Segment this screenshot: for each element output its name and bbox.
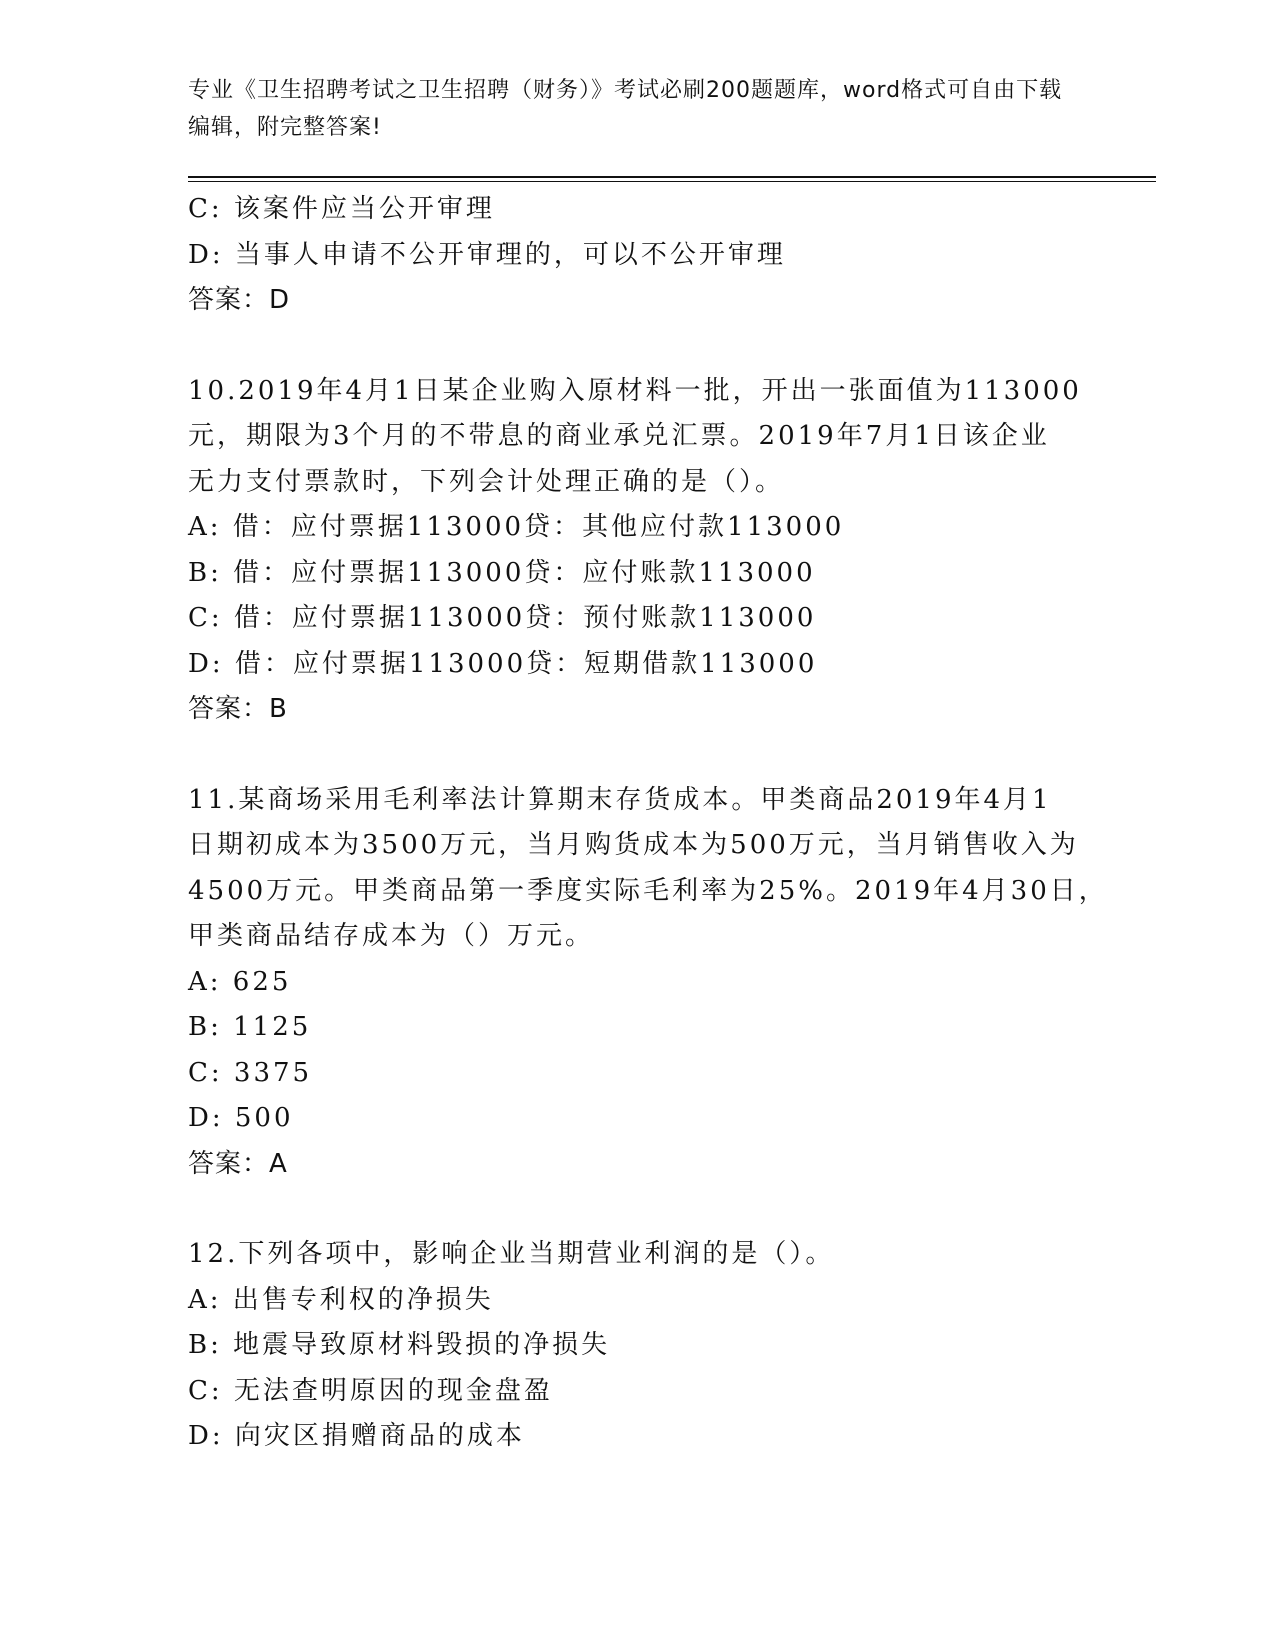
option-b: B: 借：应付票据113000贷：应付账款113000 (188, 557, 816, 588)
header-divider-thick (188, 176, 1156, 178)
question-stem-line: 10.2019年4月1日某企业购入原材料一批，开出一张面值为113000 (188, 375, 1082, 406)
answer-line: 答案：B (188, 694, 288, 724)
question-stem-line: 11.某商场采用毛利率法计算期末存货成本。甲类商品2019年4月1 (188, 784, 1052, 815)
option-c: C: 借：应付票据113000贷：预付账款113000 (188, 603, 817, 633)
option-d: D: 借：应付票据113000贷：短期借款113000 (188, 648, 818, 679)
question-10 (188, 369, 1088, 733)
header-divider-thin (188, 181, 1156, 182)
answer-line: 答案：A (188, 1148, 288, 1179)
option-d: D: 500 (188, 1103, 294, 1133)
option-a: A: 借：应付票据113000贷：其他应付款113000 (188, 512, 845, 542)
question-stem-line: 元，期限为3个月的不带息的商业承兑汇票。2019年7月1日该企业 (188, 421, 1050, 451)
document-header: 专业《卫生招聘考试之卫生招聘（财务）》考试必刷200题题库，word格式可自由下载编辑，附完整答案! (188, 78, 1063, 140)
question-12 (188, 1232, 1088, 1460)
question-stem-line: 无力支付票款时，下列会计处理正确的是（）。 (188, 466, 785, 497)
question-stem-line: 日期初成本为3500万元，当月购货成本为500万元，当月销售收入为 (188, 830, 1079, 860)
question-content (188, 187, 1108, 1460)
answer-line: 答案：D (188, 285, 291, 315)
prev-question-block (188, 187, 1088, 324)
option-a: A: 625 (188, 966, 292, 997)
question-11 (188, 778, 1108, 1188)
option-c: C: 3375 (188, 1057, 313, 1088)
question-stem-line: 4500万元。甲类商品第一季度实际毛利率为25%。2019年4月30日， (188, 875, 1108, 906)
option-c: C: 无法查明原因的现金盘盈 (188, 1375, 553, 1406)
option-b: B: 1125 (188, 1012, 312, 1042)
question-stem-line: 甲类商品结存成本为（）万元。 (188, 921, 595, 951)
option-d: D: 向灾区捐赠商品的成本 (188, 1421, 525, 1451)
option-b: B: 地震导致原材料毁损的净损失 (188, 1330, 611, 1360)
option-c: C: 该案件应当公开审理 (188, 194, 495, 224)
question-stem-line: 12.下列各项中，影响企业当期营业利润的是（）。 (188, 1239, 835, 1269)
option-a: A: 出售专利权的净损失 (188, 1284, 494, 1315)
option-d: D: 当事人申请不公开审理的，可以不公开审理 (188, 239, 786, 270)
